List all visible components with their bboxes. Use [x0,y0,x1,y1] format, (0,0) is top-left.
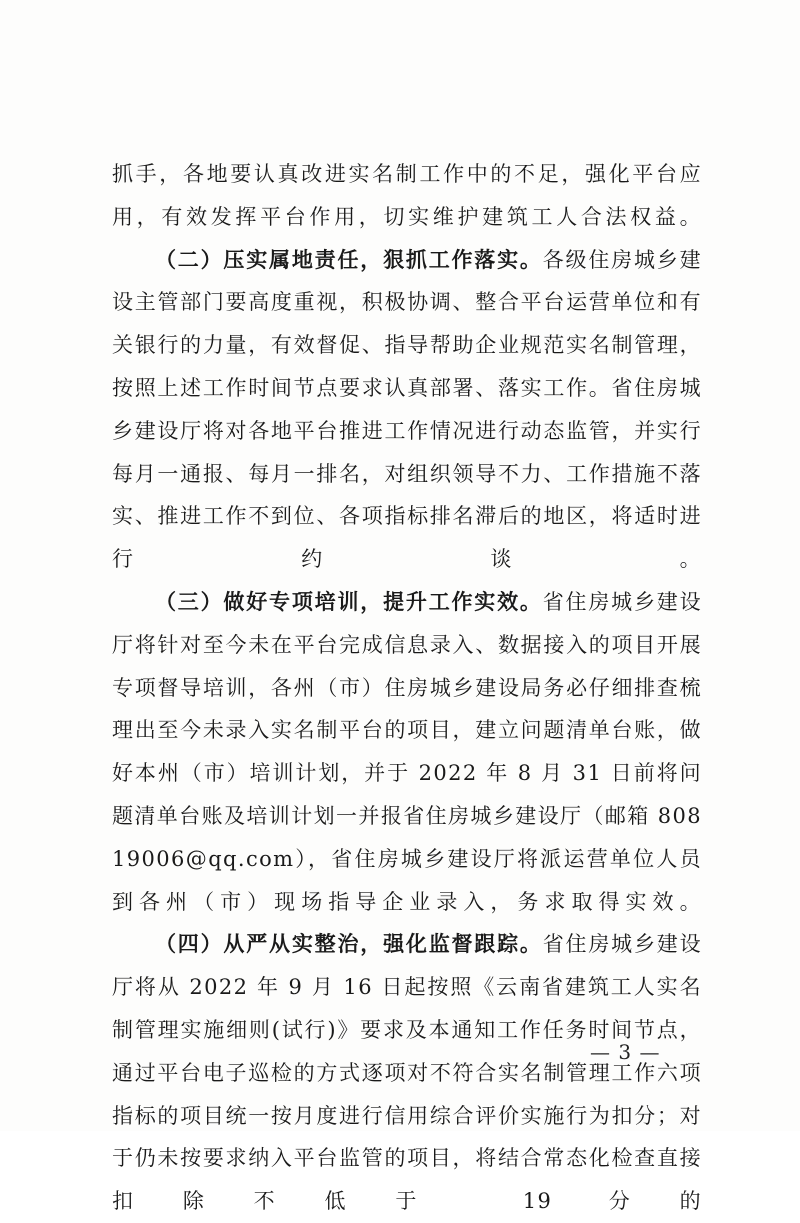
paragraph-1-text: 抓手，各地要认真改进实名制工作中的不足，强化平台应用，有效发挥平台作用，切实维护建筑工人合法权益。 [112,162,702,229]
paragraph-2 [112,239,702,581]
page-number: — 3 — [590,1040,661,1064]
paragraph-2-heading: （二）压实属地责任，狠抓工作落实。 [155,247,543,272]
paragraph-1 [112,153,702,239]
paragraph-4-heading: （四）从严从实整治，强化监督跟踪。 [155,932,543,957]
paragraph-2-text: 各级住房城乡建设主管部门要高度重视，积极协调、整合平台运营单位和有关银行的力量，有效督促、指导帮助企业规范实名制管理，按照上述工作时间节点要求认真部署、落实工作。省住房城乡建设厅将对各地平台推进工作情况进行动态监管，并实行每月一通报、每月一排名，对组织领导不力、工作措施不落实、推进工作不到位、各项指标排名滞后的地区，将适时进行约谈。 [112,247,702,572]
paragraph-3-heading: （三）做好专项培训，提升工作实效。 [155,589,543,614]
paragraph-4-text: 省住房城乡建设厅将从 2022 年 9 月 16 日起按照《云南省建筑工人实名制管理实施细则(试行)》要求及本通知工作任务时间节点，通过平台电子巡检的方式逐项对不符合实名制管理工作六项指标的项目统一按月度进行信用综合评价实施行为扣分；对于仍未按要求纳入平台监管的项目，将结合常态化检查直接扣除不低于 19 分的 [112,932,702,1214]
paragraph-4 [112,923,702,1223]
paragraph-3-text: 省住房城乡建设厅将针对至今未在平台完成信息录入、数据接入的项目开展专项督导培训，各州（市）住房城乡建设局务必仔细排查梳理出至今未录入实名制平台的项目，建立问题清单台账，做好本州（市）培训计划，并于 2022 年 8 月 31 日前将问题清单台账及培训计划一并报省住房城乡建设厅（邮箱 80819006@qq.com），省住房城乡建设厅将派运营单位人员到各州（市）现场指导企业录入，务求取得实效。 [112,589,702,914]
paragraph-3 [112,581,702,923]
